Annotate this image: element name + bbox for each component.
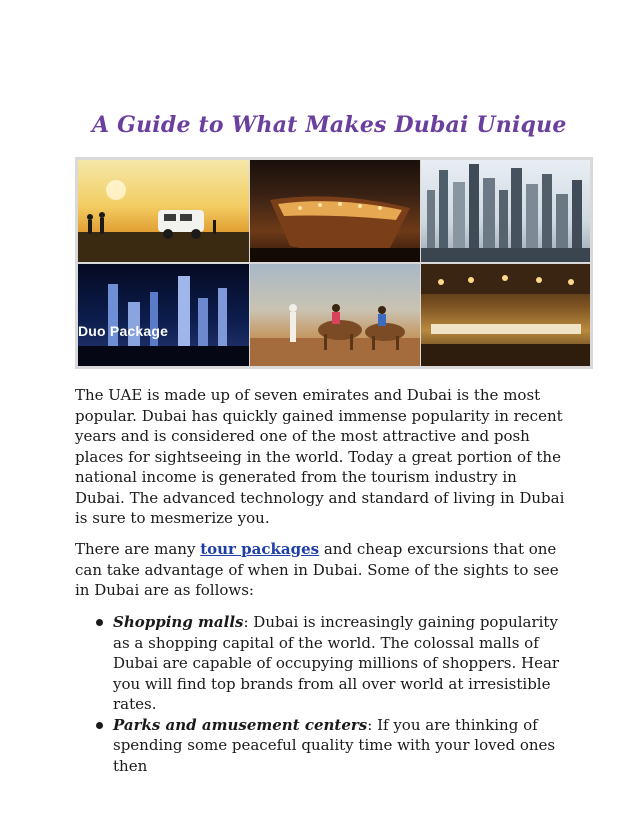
bullet-icon <box>96 722 103 729</box>
intro-paragraph: The UAE is made up of seven emirates and Dubai is the most popular. Dubai has quickly gained immense popularity in recent years and is considered one of the most attractive and posh places for sightseeing in the world. Today a great portion of the national income is generated from the tourism industry in Dubai. The advanced technology and standard of living in Dubai is sure to mesmerize you. <box>75 386 565 527</box>
dhow-dinner-image <box>421 264 590 366</box>
bullet-icon <box>96 619 103 626</box>
skyline-image <box>421 160 590 262</box>
night-city-image <box>78 264 249 366</box>
dhow-cruise-image <box>250 160 420 262</box>
page-title: A Guide to What Makes Dubai Unique <box>92 112 567 138</box>
sights-list <box>96 612 576 776</box>
bullet-term: Parks and amusement centers <box>113 715 368 734</box>
tour-packages-link[interactable]: tour packages <box>200 540 320 558</box>
list-item <box>96 715 576 777</box>
bullet-term: Shopping malls <box>113 613 244 631</box>
list-item <box>96 612 576 715</box>
packages-text-before: There are many <box>75 540 201 558</box>
banner-label: Duo Package <box>78 323 169 339</box>
bullet-text: : Dubai is increasingly gaining popularity as a shopping capital of the world. The colossal malls of Dubai are capable of occupying millions of shoppers. Hear you will find top brands from all over world at irresistible rates. <box>113 613 560 713</box>
packages-paragraph <box>75 539 565 601</box>
packages-text-after: and cheap excursions that one can take advantage of when in Dubai. Some of the sights to see in Dubai are as follows: <box>75 540 559 599</box>
desert-safari-image <box>78 160 249 262</box>
bullet-text: : If you are thinking of spending some peaceful quality time with your loved ones then <box>113 715 556 775</box>
camel-ride-image <box>250 264 420 366</box>
